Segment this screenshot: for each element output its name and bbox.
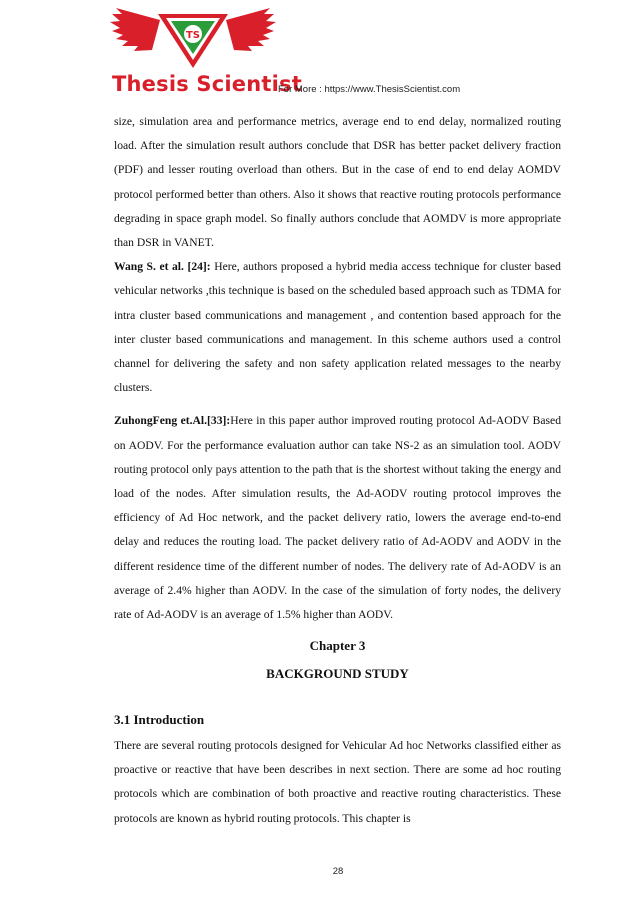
svg-text:TS: TS [185, 30, 201, 41]
paragraph-introduction: There are several routing protocols designed for Vehicular Ad hoc Networks classified either as proactive or reactive that have been describes in next section. There are some ad hoc routing protocols which are combination of both proactive and reactive routing characteristics. These protocols are known as hybrid routing protocols. This chapter is [114, 739, 561, 825]
thesis-scientist-logo [108, 6, 302, 102]
section-heading: 3.1 Introduction [114, 712, 205, 727]
body-text-top [114, 110, 561, 627]
body-text-section [114, 734, 561, 831]
chapter-number: Chapter 3 [309, 638, 366, 653]
paragraph-zuhongfeng: ZuhongFeng et.Al.[33]:Here in this paper author improved routing protocol Ad-AODV Based on AODV. For the performance evaluation author can take NS-2 as an simulation tool. AODV routing protocol only pays attention to the path that is the shortest without taking the energy and load of the nodes. After simulation results, the Ad-AODV routing protocol improves the efficiency of Ad Hoc network, and the packet delivery ratio, lowers the average end-to-end delay and reduces the routing load. The packet delivery ratio of Ad-AODV and AODV in the different residence time of the different number of nodes. The delivery rate of Ad-AODV is an average of 2.4% higher than AODV. In the case of the simulation of forty nodes, the delivery rate of Ad-AODV is an average of 1.5% higher than AODV. [114, 414, 562, 622]
citation-lead: Wang S. et al. [24]: [114, 260, 211, 274]
paragraph-continuation: size, simulation area and performance metrics, average end to end delay, normalized routing load. After the simulation result authors conclude that DSR has better packet delivery fraction (PDF) and lesser routing overload than others. But in the case of end to end delay AOMDV protocol performed better than others. Also it shows that reactive routing protocols performance degrading in space graph model. So finally authors conclude that AOMDV is more appropriate than DSR in VANET. [114, 115, 561, 250]
winged-triangle-emblem-icon [108, 6, 278, 72]
paragraph-wang: Wang S. et al. [24]: Here, authors proposed a hybrid media access technique for cluster based vehicular networks ,this technique is based on the scheduled based approach such as TDMA for intra cluster based communications and management , and contention based approach for the inter cluster based communications and management. In this scheme authors used a control channel for delivering the safety and non safety application related messages to the nearby clusters. [114, 260, 561, 395]
page-number: 28 [332, 866, 344, 877]
logo-text: Thesis Scientist [112, 72, 302, 96]
page-header [0, 0, 638, 104]
header-url-text: For More : https://www.ThesisScientist.com [278, 84, 461, 95]
citation-lead: ZuhongFeng et.Al.[33]: [114, 414, 231, 428]
chapter-title: BACKGROUND STUDY [266, 666, 409, 681]
